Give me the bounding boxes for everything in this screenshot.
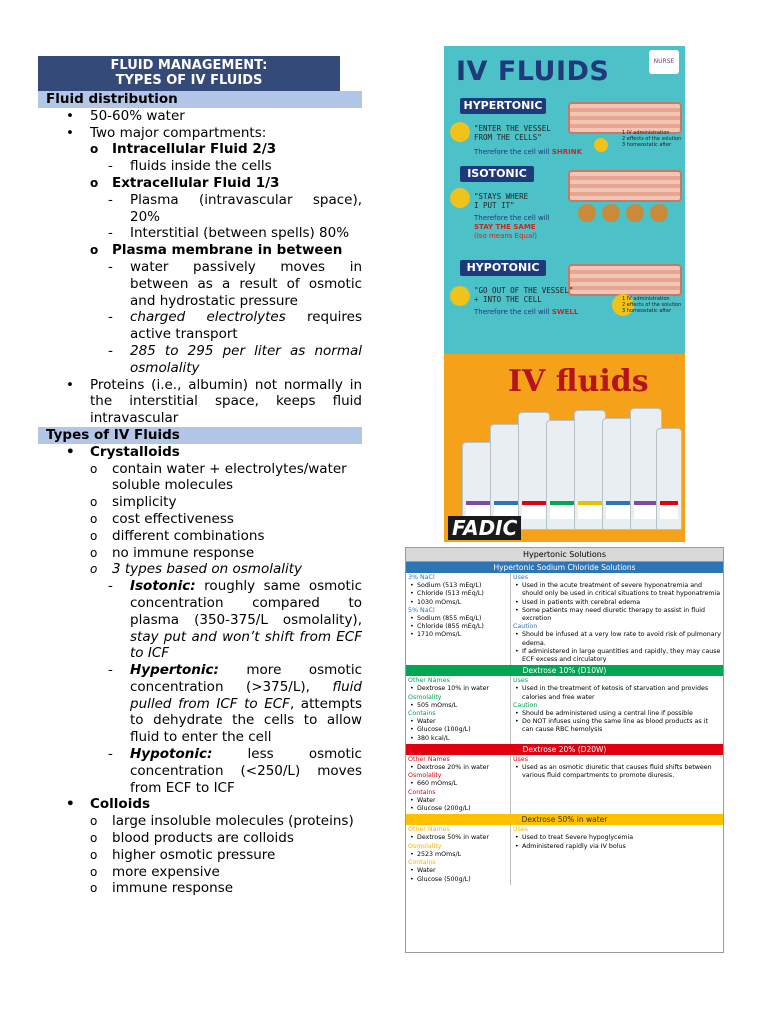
list-item: o immune response (38, 880, 362, 897)
badge-icon (450, 286, 470, 306)
cell-icon (594, 138, 608, 152)
list-item: • Sodium (513 mEq/L) (408, 582, 508, 590)
hypotonic-label: HYPOTONIC (460, 260, 546, 276)
iv-fluids-infographic (444, 46, 685, 354)
list-item: • Used in the treatment of ketosis of starvation and provides calories and free water (513, 685, 721, 701)
list-item: • Colloids (38, 796, 362, 813)
list-item: o no immune response (38, 545, 362, 562)
page-title: FLUID MANAGEMENT: TYPES OF IV FLUIDS (38, 56, 340, 91)
badge-icon (450, 122, 470, 142)
hypertonic-solutions-table (405, 547, 724, 953)
list-item: • Crystalloids (38, 444, 362, 461)
list-item: • If administered in large quantities and rapidly, they may cause ECF excess and circulatory (513, 648, 721, 664)
list-item: - fluids inside the cells (38, 158, 362, 175)
list-item: o Intracellular Fluid 2/3 (38, 141, 362, 158)
list-item: • 1030 mOms/L (408, 599, 508, 607)
brand-logo: FADIC (448, 516, 521, 540)
list-item: • Water (408, 867, 508, 875)
infographic-title: IV FLUIDS (456, 56, 610, 87)
list-item: • Water (408, 718, 508, 726)
list-item: o simplicity (38, 494, 362, 511)
list-item: • Chloride (855 mEq/L) (408, 623, 508, 631)
list-item: - Plasma (intravascular space), 20% (38, 192, 362, 226)
list-item: o different combinations (38, 528, 362, 545)
list-item: • 380 kcal/L (408, 735, 508, 743)
list-item: • Some patients may need diuretic therapy to assist in fluid excretion (513, 607, 721, 623)
cell-icon (578, 204, 596, 222)
list-item: o cost effectiveness (38, 511, 362, 528)
list-item: • Glucose (500g/L) (408, 876, 508, 884)
table-section-header: Dextrose 50% in water (406, 814, 723, 825)
list-item: • Two major compartments: (38, 125, 362, 142)
list-item: - Hypotonic: less osmotic concentration (<250/L) moves from ECF to ICF (38, 746, 362, 796)
list-item: - Isotonic: roughly same osmotic concentration compared to plasma (350-375/L osmolality), stay put and won’t shift from ECF to ICF (38, 578, 362, 662)
list-item: o 3 types based on osmolality (38, 561, 362, 578)
hypotonic-quote: "GO OUT OF THE VESSEL" + INTO THE CELL (474, 286, 574, 304)
list-item: • Administered rapidly via IV bolus (513, 843, 721, 851)
list-item: • Used to treat Severe hypoglycemia (513, 834, 721, 842)
section-fluid-distribution: Fluid distribution (38, 91, 362, 108)
photo-title: IV fluids (508, 364, 649, 399)
table-row: Other Names • Dextrose 20% in water Osmolality • 660 mOms/L Contains • Water • Glucose (200g/L) Uses • Used as an osmotic diuretic that causes fluid shifts between various fluid compartments to promote diuresis. (406, 755, 723, 814)
list-item: o blood products are colloids (38, 830, 362, 847)
list-item: • Should be infused at a very low rate to avoid risk of pulmonary edema. (513, 631, 721, 647)
list-item: - charged electrolytes requires active transport (38, 309, 362, 343)
bottle-image (656, 428, 682, 530)
list-item: • 1710 mOms/L (408, 631, 508, 639)
list-item: o more expensive (38, 864, 362, 881)
list-item: o higher osmotic pressure (38, 847, 362, 864)
hypertonic-label: HYPERTONIC (460, 98, 546, 114)
list-item: • Proteins (i.e., albumin) not normally in the interstitial space, keeps fluid intravascular (38, 377, 362, 427)
list-item: o large insoluble molecules (proteins) (38, 813, 362, 830)
hypertonic-quote: "ENTER THE VESSEL FROM THE CELLS" (474, 124, 551, 142)
list-item: • Do NOT infuses using the same line as blood products as it can cause RBC hemolysis (513, 718, 721, 734)
list-item: • Sodium (855 mEq/L) (408, 615, 508, 623)
list-item: • Water (408, 797, 508, 805)
hypotonic-legend: 1 IV administration 2 effects of the solution 3 homeostatic after (622, 296, 682, 314)
list-item: • Glucose (200g/L) (408, 805, 508, 813)
hypotonic-result: Therefore the cell will SWELL (474, 308, 579, 316)
list-item: • 50-60% water (38, 108, 362, 125)
nurse-logo-icon: NURSE (649, 50, 679, 74)
table-section-header: Dextrose 20% (D20W) (406, 744, 723, 755)
list-item: - 285 to 295 per liter as normal osmolality (38, 343, 362, 377)
notes-column (38, 56, 362, 897)
list-item: • Chloride (513 mEq/L) (408, 590, 508, 598)
hypertonic-legend: 1 IV administration 2 effects of the solution 3 homeostatic after (622, 130, 682, 148)
table-row: 3% NaCl • Sodium (513 mEq/L) • Chloride (513 mEq/L) • 1030 mOms/L 5% NaCl • Sodium (855 mEq/L) • Chloride (855 mEq/L) • 1710 mOms/L Uses • Used in the acute treatment of severe hyponatremia and should only be used in critical situations to treat hyponatremia • Used in patients with cerebral edema • Some patients may need diuretic therapy to assist in fluid excretion Caution • Should be infused at a very low rate to avoid risk of pulmonary edema. • If administered in large quantities and rapidly, they may cause ECF excess and circulatory (406, 573, 723, 665)
badge-icon (450, 188, 470, 208)
isotonic-label: ISOTONIC (460, 166, 534, 182)
hypertonic-result: Therefore the cell will SHRINK (474, 148, 583, 156)
cell-icon (602, 204, 620, 222)
list-item: o Plasma membrane in between (38, 242, 362, 259)
list-item: - Hypertonic: more osmotic concentration (>375/L), fluid pulled from ICF to ECF, attempts to dehydrate the cells to allow fluid to enter the cell (38, 662, 362, 746)
iv-fluids-photo (444, 354, 685, 542)
table-row: Other Names • Dextrose 50% in water Osmolality • 2523 mOms/L Contains • Water • Glucose (500g/L) Uses • Used to treat Severe hypoglycemia • Administered rapidly via IV bolus (406, 825, 723, 884)
vessel-icon (568, 170, 682, 202)
table-title: Hypertonic Solutions (406, 548, 723, 562)
list-item: • Used as an osmotic diuretic that causes fluid shifts between various fluid compartments to promote diuresis. (513, 764, 721, 780)
isotonic-result: Therefore the cell will STAY THE SAME (Iso means Equal) (474, 214, 550, 240)
list-item: o Extracellular Fluid 1/3 (38, 175, 362, 192)
cell-icon (650, 204, 668, 222)
section-types: Types of IV Fluids (38, 427, 362, 444)
vessel-icon (568, 264, 682, 296)
list-item: o contain water + electrolytes/water soluble molecules (38, 461, 362, 495)
cell-icon (626, 204, 644, 222)
list-item: - Interstitial (between spells) 80% (38, 225, 362, 242)
fluid-distribution-list (38, 108, 362, 427)
list-item: • Glucose (100g/L) (408, 726, 508, 734)
list-item: • Should be administered using a central line if possible (513, 710, 721, 718)
table-section-header: Dextrose 10% (D10W) (406, 665, 723, 676)
table-section-header: Hypertonic Sodium Chloride Solutions (406, 562, 723, 573)
list-item: • Used in patients with cerebral edema (513, 599, 721, 607)
types-list (38, 444, 362, 898)
table-row: Other Names • Dextrose 10% in water Osmolality • 505 mOms/L Contains • Water • Glucose (100g/L) • 380 kcal/L Uses • Used in the treatment of ketosis of starvation and provides calories and free water Caution • Should be administered using a central line if possible • Do NOT infuses using the same line as blood products as it can cause RBC hemolysis (406, 676, 723, 744)
isotonic-quote: "STAYS WHERE I PUT IT" (474, 192, 529, 210)
list-item: - water passively moves in between as a result of osmotic and hydrostatic pressure (38, 259, 362, 309)
list-item: • Used in the acute treatment of severe hyponatremia and should only be used in critical situations to treat hyponatremia (513, 582, 721, 598)
